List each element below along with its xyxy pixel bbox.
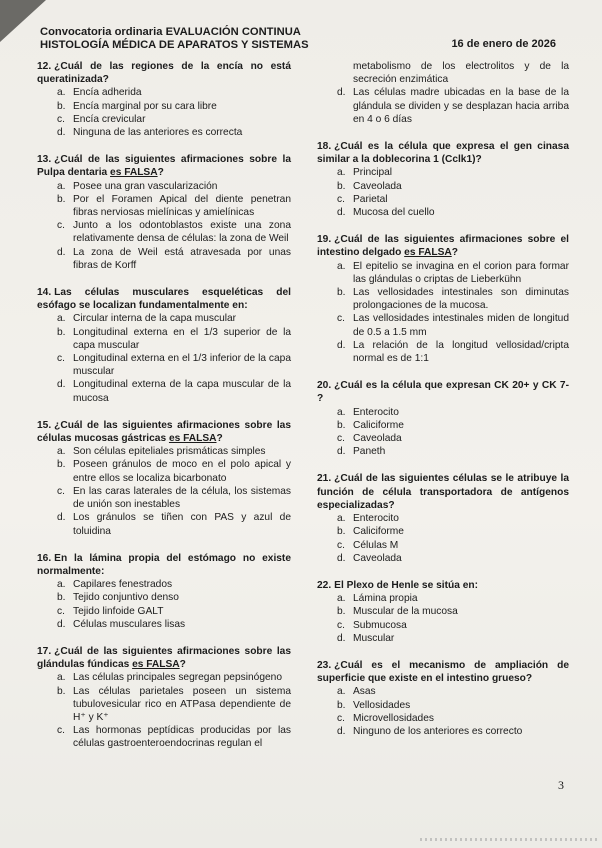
option-letter: a. <box>337 167 346 179</box>
question-text <box>317 659 569 685</box>
scan-edge-mark <box>420 838 600 841</box>
option-text: La zona de Weil está atravesada por unas fibras de Korff <box>73 246 291 271</box>
option-text: Posee una gran vascularización <box>73 180 218 192</box>
option-text: Células M <box>353 539 399 551</box>
option-text: Enterocito <box>353 406 399 418</box>
option-letter: b. <box>337 699 346 711</box>
question-23 <box>317 659 569 738</box>
option-text: Las vellosidades intestinales son diminutas prolongaciones de la mucosa. <box>353 287 569 312</box>
option-text: Las hormonas peptídicas producidas por las células gastroenteroendocrinas regulan el <box>73 725 291 750</box>
option-text: Células musculares lisas <box>73 618 186 630</box>
option-text: Submucosa <box>353 619 407 631</box>
option-a <box>337 592 569 605</box>
option-c <box>337 193 569 206</box>
option-letter: a. <box>57 672 66 684</box>
option-text: Lámina propia <box>353 593 418 605</box>
question-text <box>37 60 291 86</box>
question-text <box>317 379 569 405</box>
question-18 <box>317 140 569 219</box>
option-c <box>337 312 569 338</box>
question-14 <box>37 286 291 405</box>
option-text: La relación de la longitud vellosidad/cripta normal es de 1:1 <box>353 339 569 365</box>
option-text: Muscular de la mucosa <box>353 606 458 618</box>
option-letter: d. <box>57 512 66 524</box>
question-text <box>37 153 291 179</box>
question-mark: ? <box>216 433 223 445</box>
option-c <box>57 219 291 245</box>
option-text: Parietal <box>353 193 388 205</box>
question-17 <box>37 645 291 751</box>
option-text: Por el Foramen Apical del diente penetran fibras nerviosas mielínicas y amielínicas <box>73 193 291 219</box>
option-text: Vellosidades <box>353 699 411 711</box>
option-letter: d. <box>337 87 346 99</box>
option-letter: d. <box>57 379 66 391</box>
option-text: Caliciforme <box>353 419 404 431</box>
option-d <box>337 632 569 645</box>
option-letter: c. <box>57 605 65 617</box>
option-letter: b. <box>57 592 66 604</box>
question-text <box>37 645 291 671</box>
option-letter: b. <box>337 526 346 538</box>
option-text: Paneth <box>353 446 386 458</box>
option-letter: a. <box>57 579 66 591</box>
option-c <box>337 539 569 552</box>
exam-header <box>40 26 570 52</box>
option-text: Encía adherida <box>73 87 142 99</box>
option-b <box>337 525 569 538</box>
option-d <box>337 725 569 738</box>
option-letter: d. <box>337 725 346 737</box>
option-b <box>337 605 569 618</box>
question-stem: El Plexo de Henle se sitúa en: <box>334 579 478 591</box>
option-c <box>337 432 569 445</box>
option-d <box>337 206 569 219</box>
option-text: Las células parietales poseen un sistema tubulovesicular rico en ATPasa dependiente de H⁺ y K⁺ <box>73 685 291 723</box>
option-letter: c. <box>57 220 65 232</box>
option-letter: a. <box>57 313 66 325</box>
question-stem: ¿Cuál es la célula que expresan CK 20+ y CK 7- ? <box>317 380 569 405</box>
option-text: Ninguna de las anteriores es correcta <box>73 127 243 139</box>
option-text: Asas <box>353 686 376 698</box>
question-stem: ¿Cuál de las siguientes células se le atribuye la función de célula transportadora de antígenos especializadas? <box>317 473 569 511</box>
left-column <box>37 60 291 765</box>
option-c <box>337 619 569 632</box>
option-b <box>337 419 569 432</box>
option-c <box>57 724 291 750</box>
question-stem: ¿Cuál es el mecanismo de ampliación de superficie que existe en el intestino grueso? <box>317 659 569 685</box>
question-text <box>37 286 291 312</box>
option-text: Son células epiteliales prismáticas simples <box>73 446 266 458</box>
option-b <box>57 326 291 352</box>
option-letter: d. <box>337 207 346 219</box>
exam-date: 16 de enero de 2026 <box>451 38 556 50</box>
question-stem: ¿Cuál es la célula que expresa el gen cinasa similar a la doblecorina 1 (Cclk1)? <box>317 141 569 166</box>
option-letter: c. <box>337 193 345 205</box>
question-text <box>317 472 569 512</box>
option-text: Poseen gránulos de moco en el polo apical y entre ellos se localiza bicarbonato <box>73 459 291 484</box>
question-12 <box>37 60 291 139</box>
option-text: Enterocito <box>353 513 399 525</box>
question-stem: ¿Cuál de las regiones de la encía no está queratinizada? <box>37 61 291 86</box>
option-letter: b. <box>337 180 346 192</box>
emphasis-false: es FALSA <box>110 167 158 179</box>
option-text: Los gránulos se tiñen con PAS y azul de toluidina <box>73 512 291 537</box>
question-number: 15. <box>37 419 52 431</box>
option-b <box>337 699 569 712</box>
option-letter: b. <box>337 419 346 431</box>
option-text: Encía marginal por su cara libre <box>73 100 217 112</box>
question-mark: ? <box>157 167 164 179</box>
option-d <box>337 339 569 365</box>
option-text: Principal <box>353 167 393 179</box>
option-text: Circular interna de la capa muscular <box>73 313 237 325</box>
option-text: Tejido conjuntivo denso <box>73 592 179 604</box>
option-d <box>337 552 569 565</box>
option-text: Caveolada <box>353 433 402 445</box>
option-d <box>337 445 569 458</box>
question-number: 14. <box>37 287 52 299</box>
question-number: 19. <box>317 234 332 246</box>
option-b <box>57 100 291 113</box>
question-number: 16. <box>37 552 52 564</box>
header-line-2: HISTOLOGÍA MÉDICA DE APARATOS Y SISTEMAS <box>40 39 309 51</box>
right-column <box>317 60 569 752</box>
option-letter: a. <box>337 513 346 525</box>
option-d <box>57 511 291 537</box>
option-d <box>57 246 291 272</box>
option-a <box>57 578 291 591</box>
option-a <box>57 312 291 325</box>
question-text <box>37 419 291 445</box>
emphasis-false: es FALSA <box>404 247 452 259</box>
option-letter: c. <box>337 539 345 551</box>
option-text: Tejido linfoide GALT <box>73 605 164 617</box>
option-letter: b. <box>57 193 66 205</box>
question-number: 22. <box>317 579 332 591</box>
option-c <box>57 113 291 126</box>
option-c <box>57 352 291 378</box>
question-stem: ¿Cuál de las siguientes afirmaciones sobre la Pulpa dentaria <box>37 154 291 179</box>
option-text: En las caras laterales de la célula, los sistemas de unión son inestables <box>73 485 291 511</box>
option-letter: c. <box>337 712 345 724</box>
header-line-1: Convocatoria ordinaria EVALUACIÓN CONTINUA <box>40 26 301 38</box>
option-text: Capilares fenestrados <box>73 579 173 591</box>
option-letter: a. <box>337 593 346 605</box>
question-number: 17. <box>37 645 52 657</box>
option-letter: a. <box>337 260 346 272</box>
option-letter: c. <box>57 353 65 365</box>
option-a <box>57 180 291 193</box>
question-stem: ¿Cuál de las siguientes afirmaciones sobre las glándulas fúndicas <box>37 645 291 671</box>
question-text <box>37 552 291 578</box>
question-16 <box>37 552 291 631</box>
option-a <box>337 260 569 286</box>
question-text <box>317 233 569 259</box>
question-17-continuation <box>317 60 569 126</box>
option-a <box>57 86 291 99</box>
question-mark: ? <box>179 659 186 671</box>
option-text: Las vellosidades intestinales miden de longitud de 0.5 a 1.5 mm <box>353 313 569 338</box>
option-letter: a. <box>57 87 66 99</box>
option-letter: d. <box>337 632 346 644</box>
question-13 <box>37 153 291 272</box>
option-letter: b. <box>57 326 66 338</box>
question-number: 20. <box>317 380 332 392</box>
question-stem: ¿Cuál de las siguientes afirmaciones sobre el intestino delgado <box>317 234 569 259</box>
option-text: Muscular <box>353 632 395 644</box>
option-text: Caliciforme <box>353 526 404 538</box>
option-letter: c. <box>337 433 345 445</box>
option-a <box>337 512 569 525</box>
question-stem: ¿Cuál de las siguientes afirmaciones sobre las células mucosas gástricas <box>37 419 291 445</box>
question-number: 23. <box>317 659 332 671</box>
option-text: Microvellosidades <box>353 712 434 724</box>
option-letter: d. <box>57 127 66 139</box>
question-text <box>317 140 569 166</box>
option-letter: c. <box>57 725 65 737</box>
option-d <box>57 126 291 139</box>
option-text: Junto a los odontoblastos existe una zona relativamente densa de células: la zona de Weil <box>73 220 291 245</box>
question-number: 21. <box>317 473 332 485</box>
option-text: Longitudinal externa en el 1/3 superior de la capa muscular <box>73 326 291 351</box>
page-number: 3 <box>558 778 564 792</box>
question-number: 12. <box>37 61 52 72</box>
question-19 <box>317 233 569 365</box>
option-d <box>337 86 569 126</box>
option-text: Las células madre ubicadas en la base de la glándula se dividen y se desplazan hacia arriba en 4 o 6 días <box>353 87 569 125</box>
option-text: Las células principales segregan pepsinógeno <box>73 672 282 684</box>
option-letter: c. <box>337 619 345 631</box>
emphasis-false: es FALSA <box>132 659 180 671</box>
option-b <box>337 180 569 193</box>
continued-text: metabolismo de los electrolitos y de la secreción enzimática <box>353 61 569 86</box>
option-text: Longitudinal externa de la capa muscular de la mucosa <box>73 379 291 404</box>
option-a <box>57 445 291 458</box>
option-a <box>57 671 291 684</box>
question-text <box>317 579 569 592</box>
option-text: El epitelio se invagina en el corion para formar las glándulas o criptas de Lieberkühn <box>353 260 569 285</box>
question-22 <box>317 579 569 645</box>
option-letter: c. <box>57 113 65 125</box>
option-letter: a. <box>57 446 66 458</box>
option-letter: b. <box>337 287 346 299</box>
option-text: Ninguno de los anteriores es correcto <box>353 725 523 737</box>
option-d <box>57 618 291 631</box>
question-stem: Las células musculares esqueléticas del esófago se localizan fundamentalmente en: <box>37 287 291 312</box>
option-letter: d. <box>337 339 346 351</box>
option-text: Encía crevicular <box>73 113 146 125</box>
option-letter: a. <box>337 686 346 698</box>
option-letter: b. <box>57 100 66 112</box>
option-b <box>57 193 291 219</box>
question-20 <box>317 379 569 458</box>
option-letter: a. <box>337 406 346 418</box>
option-b <box>337 286 569 312</box>
option-text: Longitudinal externa en el 1/3 inferior de la capa muscular <box>73 353 291 378</box>
option-c <box>57 605 291 618</box>
option-letter: c. <box>337 313 345 325</box>
option-text: Mucosa del cuello <box>353 207 435 219</box>
option-letter: d. <box>57 246 66 258</box>
option-letter: b. <box>57 685 66 697</box>
option-text: Caveolada <box>353 180 402 192</box>
question-stem: En la lámina propia del estómago no existe normalmente: <box>37 552 291 577</box>
option-letter: d. <box>337 446 346 458</box>
question-number: 13. <box>37 154 52 166</box>
option-b <box>57 458 291 484</box>
emphasis-false: es FALSA <box>168 433 217 445</box>
option-d <box>57 378 291 404</box>
question-number: 18. <box>317 141 332 153</box>
question-15 <box>37 419 291 538</box>
option-a <box>337 685 569 698</box>
option-a <box>337 406 569 419</box>
option-letter: a. <box>57 180 66 192</box>
option-text: Caveolada <box>353 552 402 564</box>
option-letter: b. <box>57 459 66 471</box>
option-b <box>57 685 291 725</box>
option-b <box>57 591 291 604</box>
option-letter: b. <box>337 606 346 618</box>
option-letter: c. <box>57 485 65 497</box>
question-mark: ? <box>451 247 458 259</box>
option-letter: d. <box>57 618 66 630</box>
option-c <box>57 485 291 511</box>
option-c <box>337 712 569 725</box>
option-letter: d. <box>337 552 346 564</box>
question-21 <box>317 472 569 564</box>
option-a <box>337 166 569 179</box>
